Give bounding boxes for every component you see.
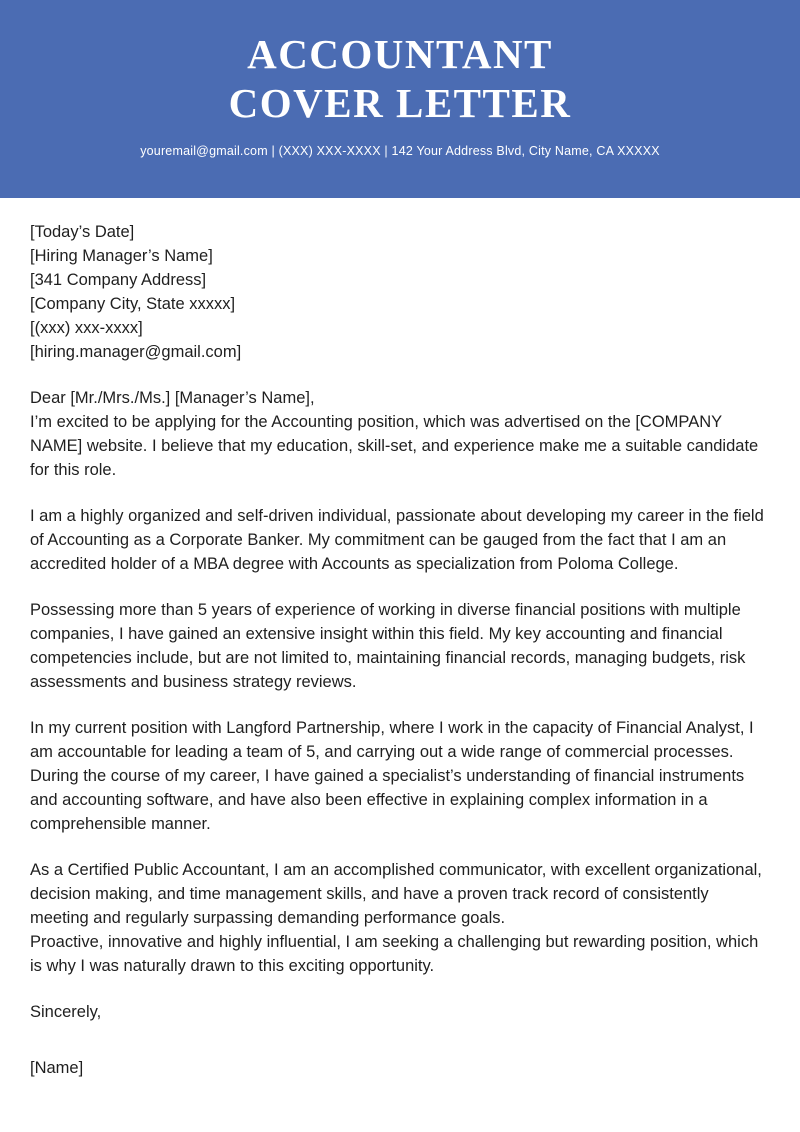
- date-line: [Today’s Date]: [30, 223, 135, 241]
- recipient-name: [Hiring Manager’s Name]: [30, 247, 213, 265]
- page-title: [0, 30, 800, 128]
- paragraph-intro: I’m excited to be applying for the Accounting position, which was advertised on the [COMPANY NAME] website. I believe that my education, skill-set, and experience make me a suitable candidate for this role.: [30, 413, 759, 479]
- paragraph-current-role: In my current position with Langford Partnership, where I work in the capacity of Financial Analyst, I am accountable for leading a team of 5, and carrying out a wide range of commercial processes. During the course of my career, I have gained a specialist’s understanding of financial instruments and accounting software, and have also been effective in explaining complex information in a comprehensible manner.: [30, 719, 754, 833]
- letter-body: [0, 198, 800, 1080]
- paragraph-experience: Possessing more than 5 years of experience of working in diverse financial positions with multiple companies, I have gained an extensive insight within this field. My key accounting and financial competencies include, but are not limited to, maintaining financial records, managing budgets, risk assessments and business strategy reviews.: [30, 601, 746, 691]
- paragraph-skills: As a Certified Public Accountant, I am an accomplished communicator, with excellent organizational, decision making, and time management skills, and have a proven track record of consistently meeting and regularly surpassing demanding performance goals.: [30, 861, 762, 927]
- recipient-city-state: [Company City, State xxxxx]: [30, 295, 236, 313]
- paragraph-background: I am a highly organized and self-driven individual, passionate about developing my career in the field of Accounting as a Corporate Banker. My commitment can be gauged from the fact that I am an accredited holder of a MBA degree with Accounts as specialization from Poloma College.: [30, 507, 764, 573]
- recipient-address: [341 Company Address]: [30, 271, 207, 289]
- closing-line: Sincerely,: [30, 1003, 102, 1021]
- signature-line: [Name]: [30, 1059, 84, 1077]
- recipient-phone: [(xxx) xxx-xxxx]: [30, 319, 143, 337]
- salutation: Dear [Mr./Mrs./Ms.] [Manager’s Name],: [30, 389, 315, 407]
- recipient-block: [30, 244, 770, 364]
- header-banner: [0, 0, 800, 198]
- paragraph-motivation: Proactive, innovative and highly influential, I am seeking a challenging but rewarding position, which is why I was naturally drawn to this exciting opportunity.: [30, 933, 759, 975]
- recipient-email: [hiring.manager@gmail.com]: [30, 343, 242, 361]
- title-line-2: COVER LETTER: [228, 80, 572, 126]
- contact-info-line: youremail@gmail.com | (XXX) XXX-XXXX | 142 Your Address Blvd, City Name, CA XXXXX: [140, 144, 660, 158]
- title-line-1: ACCOUNTANT: [247, 31, 553, 77]
